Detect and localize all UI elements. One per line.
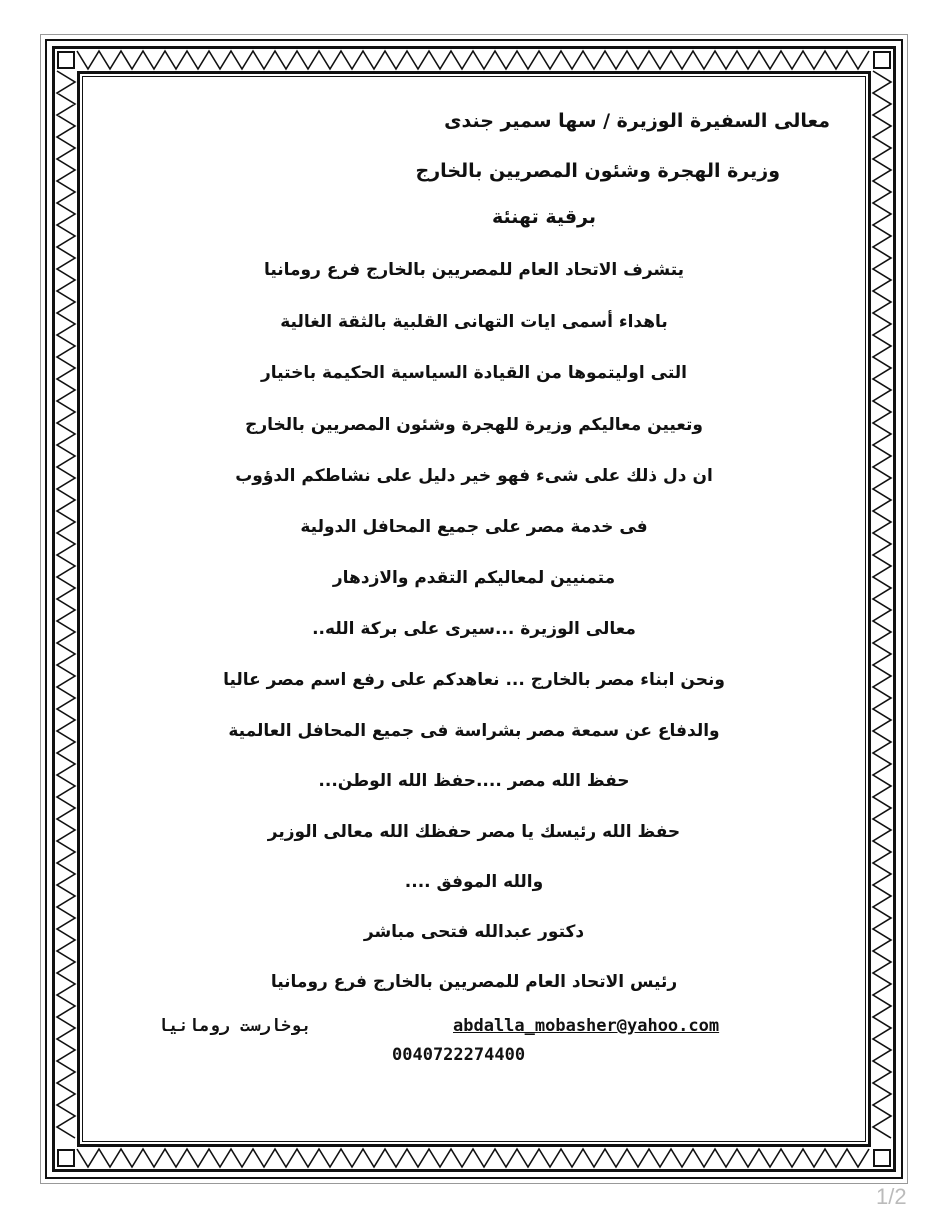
letter-line: معالى الوزيرة ...سيرى على بركة الله..	[312, 619, 636, 639]
letter-line: متمنيين لمعاليكم التقدم والازدهار	[332, 568, 616, 588]
letter-subject: برقية تهنئة	[492, 206, 596, 228]
footer-email-link[interactable]: abdalla_mobasher@yahoo.com	[453, 1016, 720, 1036]
letter-line: حفظ الله رئيسك يا مصر حفظك الله معالى الوزير	[267, 822, 681, 842]
page-number: 1/2	[876, 1184, 907, 1209]
letter-line: باهداء أسمى ايات التهانى القلبية بالثقة الغالية	[280, 312, 668, 332]
letter-line: ونحن ابناء مصر بالخارج ... نعاهدكم على رفع اسم مصر عاليا	[223, 670, 725, 690]
ministry-title: وزيرة الهجرة وشئون المصريين بالخارج	[415, 160, 780, 182]
letter-line: يتشرف الاتحاد العام للمصريين بالخارج فرع رومانيا	[263, 260, 685, 280]
letter-line: فى خدمة مصر على جميع المحافل الدولية	[300, 517, 648, 537]
letter-body	[90, 90, 858, 1130]
letter-line: ان دل ذلك على شىء فهو خير دليل على نشاطكم الدؤوب	[235, 466, 713, 486]
letter-line: التى اوليتموها من القيادة السياسية الحكيمة باختيار	[261, 363, 687, 383]
footer-city: بوخارست رومانيا	[158, 1016, 312, 1036]
signatory-title: رئيس الاتحاد العام للمصريين بالخارج فرع رومانيا	[270, 972, 678, 992]
recipient-title: معالى السفيرة الوزيرة / سها سمير جندى	[444, 110, 830, 132]
signatory-name: دكتور عبدالله فتحى مباشر	[363, 922, 585, 942]
footer-phone: 0040722274400	[392, 1045, 526, 1065]
letter-line: والدفاع عن سمعة مصر بشراسة فى جميع المحافل العالمية	[228, 721, 720, 741]
letter-line: وتعيين معاليكم وزيرة للهجرة وشئون المصريين بالخارج	[245, 415, 703, 435]
letter-line: حفظ الله مصر ....حفظ الله الوطن...	[318, 771, 630, 791]
closing-line: والله الموفق ....	[404, 872, 544, 892]
